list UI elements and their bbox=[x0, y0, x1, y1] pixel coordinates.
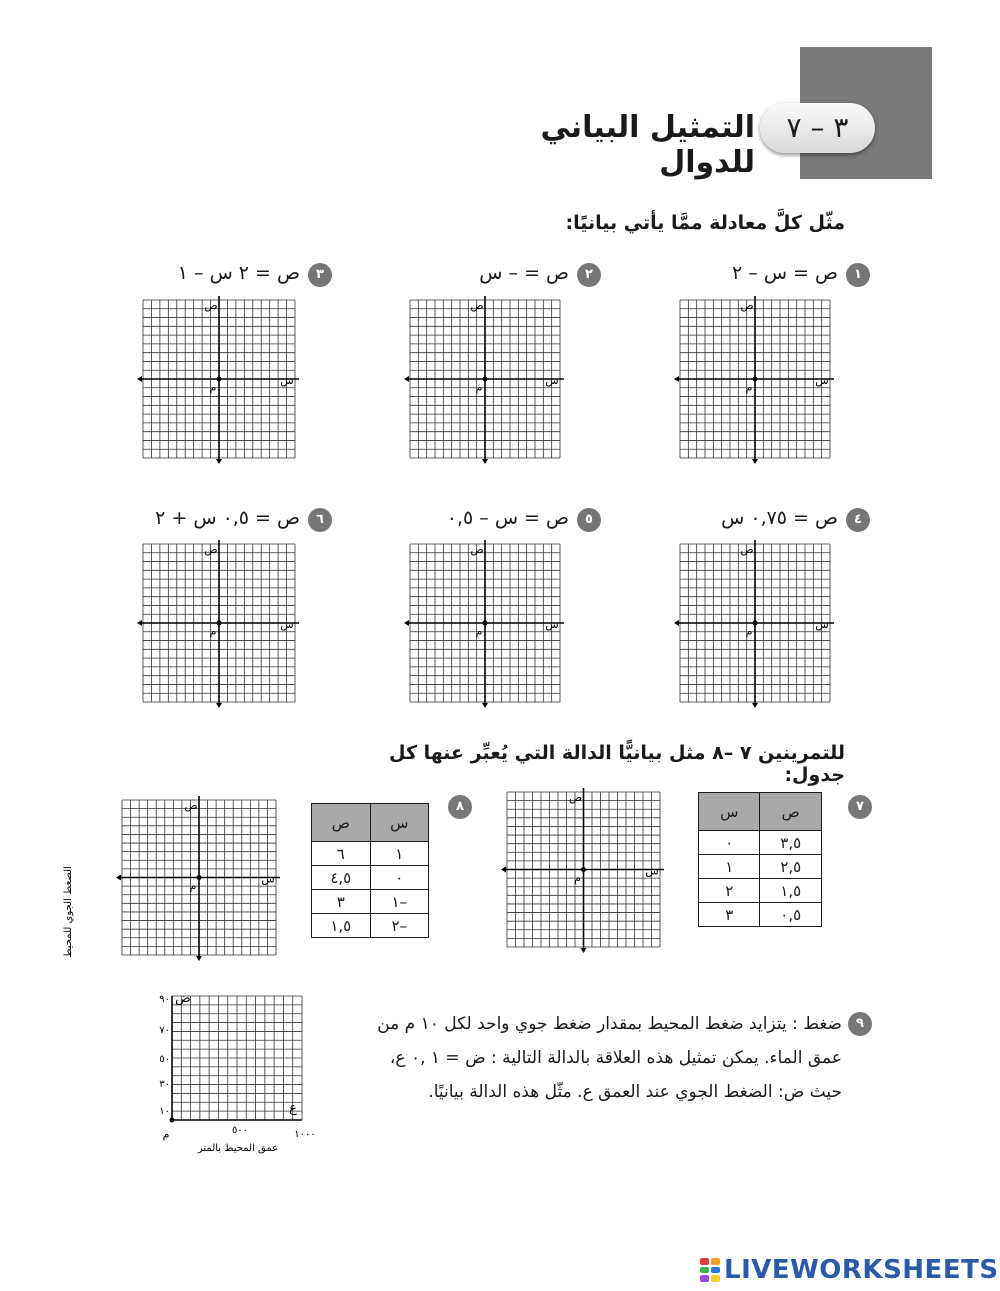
table-cell: ١ bbox=[370, 842, 428, 866]
coordinate-grid-8[interactable] bbox=[122, 800, 276, 955]
x-axis-label: س bbox=[815, 374, 829, 387]
coordinate-grid-3[interactable] bbox=[143, 300, 295, 458]
origin-point bbox=[170, 1118, 175, 1123]
y-axis-arrow bbox=[216, 703, 222, 708]
table-cell: ٢– bbox=[370, 914, 428, 938]
pressure-y-tick: ١٠ bbox=[159, 1106, 170, 1117]
y-axis-arrow bbox=[216, 459, 222, 464]
exercise9-line: ضغط : يتزايد ضغط المحيط بمقدار ضغط جوي واحد لكل ١٠ م من bbox=[377, 1014, 842, 1034]
pressure-origin-label: م bbox=[162, 1128, 170, 1141]
table-cell: ٢ bbox=[699, 879, 760, 903]
table-cell: ١,٥ bbox=[312, 914, 371, 938]
grid-svg[interactable] bbox=[507, 792, 660, 947]
table-cell: ١ bbox=[699, 855, 760, 879]
coordinate-grid-6[interactable] bbox=[143, 544, 295, 702]
liveworksheets-logo[interactable] bbox=[700, 1255, 999, 1285]
table-cell: ١,٥ bbox=[760, 879, 822, 903]
x-axis-arrow bbox=[404, 376, 409, 382]
origin-point bbox=[217, 377, 222, 382]
pressure-grid-lines bbox=[170, 996, 303, 1123]
grid-svg[interactable] bbox=[122, 800, 276, 955]
y-axis-label: ص bbox=[740, 299, 754, 312]
origin-label: م bbox=[475, 381, 483, 394]
origin-point bbox=[753, 377, 758, 382]
table-row bbox=[699, 831, 822, 855]
y-axis-label: ص bbox=[568, 791, 583, 804]
y-axis-arrow bbox=[752, 703, 758, 708]
origin-point bbox=[753, 621, 758, 626]
liveworksheets-brand-text: LIVEWORKSHEETS bbox=[724, 1255, 999, 1285]
pressure-graph-svg[interactable] bbox=[63, 866, 325, 1158]
x-axis-arrow bbox=[404, 620, 409, 626]
exercise9-text bbox=[360, 1007, 842, 1109]
pressure-x-axis-title: عمق المحيط بالمتر bbox=[197, 1143, 279, 1154]
coordinate-grid-5[interactable] bbox=[410, 544, 560, 702]
origin-label: م bbox=[209, 381, 217, 394]
pressure-y-tick: ٧٠ bbox=[159, 1025, 170, 1036]
coordinate-grid-2[interactable] bbox=[410, 300, 560, 458]
y-axis-arrow bbox=[581, 948, 587, 953]
exercise-equation-4: ص = ٠,٧٥ س bbox=[721, 507, 838, 529]
x-axis-arrow bbox=[137, 620, 142, 626]
table-row bbox=[312, 890, 429, 914]
table-cell: ٠ bbox=[370, 866, 428, 890]
lesson-number-badge: ٣ – ٧ bbox=[760, 103, 875, 153]
table-cell: ٣ bbox=[699, 903, 760, 927]
table-row bbox=[312, 842, 429, 866]
origin-label: م bbox=[574, 871, 581, 885]
exercise-equation-2: ص = – س bbox=[479, 262, 569, 284]
exercise-number-9: ٩ bbox=[848, 1012, 872, 1036]
table-cell: ٠,٥ bbox=[760, 903, 822, 927]
exercise-equation-6: ص = ٠,٥ س + ٢ bbox=[155, 507, 300, 529]
table-cell: ٣ bbox=[312, 890, 371, 914]
exercise9-line: عمق الماء. يمكن تمثيل هذه العلاقة بالدالة التالية : ض = ١ ,٠ ع، bbox=[389, 1048, 842, 1068]
pressure-y-tick: ٩٠ bbox=[159, 994, 170, 1005]
origin-label: م bbox=[209, 625, 217, 638]
exercise-number-1: ١ bbox=[846, 263, 870, 287]
table-row bbox=[699, 855, 822, 879]
exercise-equation-1: ص = س – ٢ bbox=[732, 262, 838, 284]
exercise-equation-5: ص = س – ٠,٥ bbox=[446, 507, 569, 529]
pressure-y-tick: ٥٠ bbox=[159, 1054, 170, 1065]
y-axis-arrow bbox=[482, 459, 488, 464]
y-axis-arrow bbox=[482, 703, 488, 708]
instruction-part2: للتمرينين ٧ –٨ مثل بيانيًّا الدالة التي يُعبِّر عنها كل جدول: bbox=[388, 742, 845, 786]
coordinate-grid-1[interactable] bbox=[680, 300, 830, 458]
table-row bbox=[699, 903, 822, 927]
x-axis-label: س bbox=[261, 872, 275, 886]
origin-label: م bbox=[745, 381, 753, 394]
pressure-x-variable: ع bbox=[289, 1101, 297, 1116]
pressure-x-tick: ٥٠٠ bbox=[231, 1125, 249, 1136]
values-table-7 bbox=[698, 792, 822, 927]
x-axis-label: س bbox=[280, 618, 294, 631]
exercise-equation-3: ص = ٢ س – ١ bbox=[177, 262, 300, 284]
grid-svg[interactable] bbox=[410, 544, 560, 702]
origin-point bbox=[581, 867, 586, 872]
y-axis-label: ص bbox=[204, 299, 218, 312]
table-cell: ٣,٥ bbox=[760, 831, 822, 855]
values-table-8 bbox=[311, 803, 429, 938]
table-cell: ٢,٥ bbox=[760, 855, 822, 879]
y-axis-arrow bbox=[196, 956, 202, 961]
grid-svg[interactable] bbox=[680, 300, 830, 458]
table-header-x: س bbox=[370, 804, 428, 842]
y-axis-label: ص bbox=[470, 299, 484, 312]
lesson-title: التمثيل البياني للدوال bbox=[540, 110, 755, 180]
pressure-graph[interactable] bbox=[63, 866, 325, 1158]
x-axis-arrow bbox=[674, 376, 679, 382]
table-cell: ٠ bbox=[699, 831, 760, 855]
table-cell: ١– bbox=[370, 890, 428, 914]
x-axis-arrow bbox=[137, 376, 142, 382]
grid-svg[interactable] bbox=[410, 300, 560, 458]
coordinate-grid-4[interactable] bbox=[680, 544, 830, 702]
table-cell: ٤,٥ bbox=[312, 866, 371, 890]
table-row bbox=[312, 914, 429, 938]
exercise-number-5: ٥ bbox=[577, 508, 601, 532]
y-axis-label: ص bbox=[184, 799, 198, 812]
origin-label: م bbox=[475, 625, 483, 638]
x-axis-label: س bbox=[645, 864, 659, 878]
pressure-x-tick: ١٠٠٠ bbox=[294, 1129, 316, 1140]
x-axis-arrow bbox=[501, 867, 506, 873]
y-axis-label: ص bbox=[470, 543, 484, 556]
exercise-number-6: ٦ bbox=[308, 508, 332, 532]
pressure-y-variable: ض bbox=[175, 991, 191, 1006]
y-axis-label: ص bbox=[740, 543, 754, 556]
exercise-number-8: ٨ bbox=[448, 795, 472, 819]
coordinate-grid-7[interactable] bbox=[507, 792, 660, 947]
origin-label: م bbox=[189, 879, 197, 893]
origin-point bbox=[483, 621, 488, 626]
grid-svg[interactable] bbox=[143, 300, 295, 458]
origin-point bbox=[483, 377, 488, 382]
x-axis-arrow bbox=[674, 620, 679, 626]
pressure-y-tick: ٣٠ bbox=[159, 1079, 170, 1090]
x-axis-label: س bbox=[280, 374, 294, 387]
table-cell: ٦ bbox=[312, 842, 371, 866]
x-axis-label: س bbox=[545, 374, 559, 387]
exercise-number-3: ٣ bbox=[308, 263, 332, 287]
exercise9-line: حيث ض: الضغط الجوي عند العمق ع. مثّل هذه الدالة بيانيًا. bbox=[428, 1082, 842, 1102]
x-axis-label: س bbox=[545, 618, 559, 631]
pressure-y-axis-title: الضغط الجوي للمحيط bbox=[63, 866, 74, 958]
grid-svg[interactable] bbox=[680, 544, 830, 702]
origin-label: م bbox=[745, 625, 753, 638]
origin-point bbox=[217, 621, 222, 626]
origin-point bbox=[197, 875, 202, 880]
liveworksheets-logo-icon bbox=[700, 1258, 720, 1282]
exercise-number-4: ٤ bbox=[846, 508, 870, 532]
table-header-y: ص bbox=[312, 804, 371, 842]
x-axis-label: س bbox=[815, 618, 829, 631]
y-axis-label: ص bbox=[204, 543, 218, 556]
instruction-part1: مثّل كلَّ معادلة ممَّا يأتي بيانيًا: bbox=[565, 212, 845, 234]
exercise-number-7: ٧ bbox=[848, 795, 872, 819]
y-axis-arrow bbox=[752, 459, 758, 464]
table-row bbox=[312, 866, 429, 890]
grid-svg[interactable] bbox=[143, 544, 295, 702]
table-header-x: س bbox=[699, 793, 760, 831]
x-axis-arrow bbox=[116, 875, 121, 881]
table-header-y: ص bbox=[760, 793, 822, 831]
table-row bbox=[699, 879, 822, 903]
exercise-number-2: ٢ bbox=[577, 263, 601, 287]
